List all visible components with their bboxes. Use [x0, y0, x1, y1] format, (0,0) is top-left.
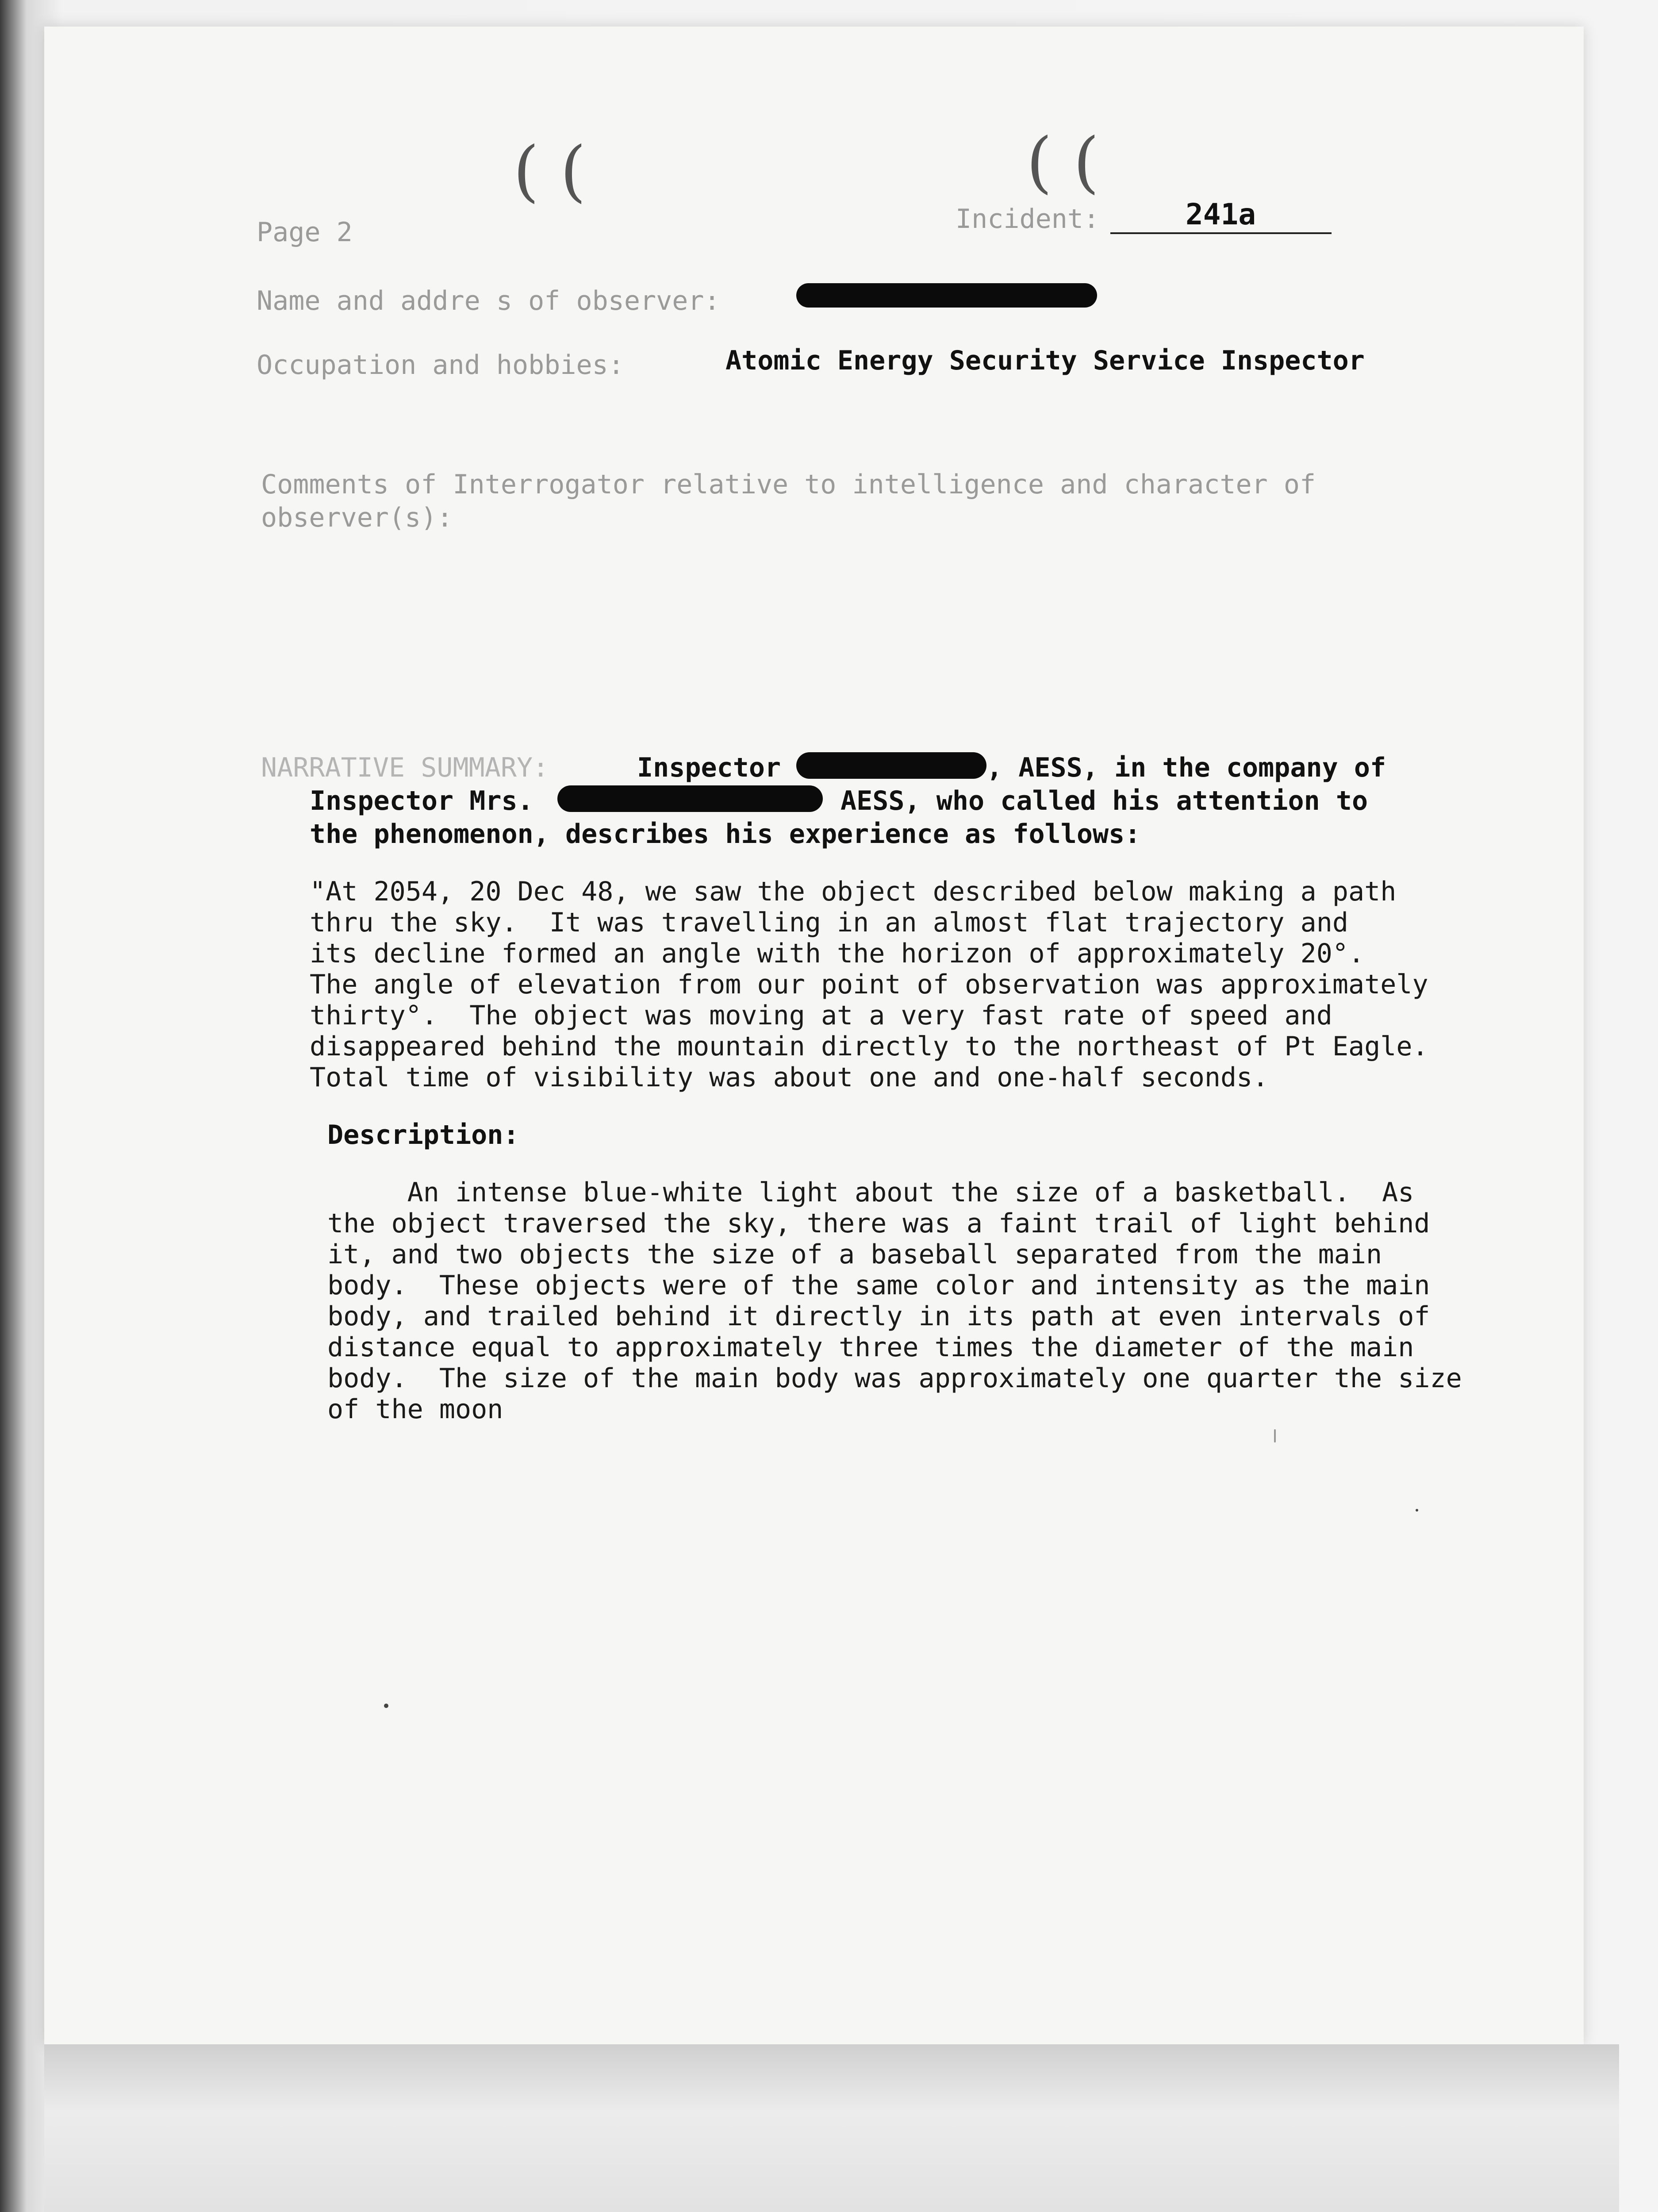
description-body: [327, 1177, 1462, 1425]
statement-line: thirty°. The object was moving at a very fast rate of speed and: [310, 1000, 1332, 1031]
statement-line: Total time of visibility was about one and one-half seconds.: [310, 1062, 1269, 1093]
scan-lower-margin: [44, 2044, 1619, 2212]
statement-line: "At 2054, 20 Dec 48, we saw the object described below making a path: [310, 876, 1397, 907]
comments-label-line1: Comments of Interrogator relative to intelligence and character of: [261, 469, 1316, 500]
description-heading: Description:: [327, 1119, 519, 1150]
description-line: it, and two objects the size of a baseball separated from the main: [327, 1239, 1382, 1270]
narrative-line1-start: Inspector: [637, 752, 781, 783]
observer-statement: [310, 876, 1428, 1093]
description-line: of the moon: [327, 1394, 503, 1425]
scan-speck: [384, 1704, 388, 1708]
narrative-label: NARRATIVE SUMMARY:: [261, 752, 549, 783]
redaction-second-inspector: [557, 785, 823, 812]
statement-line: The angle of elevation from our point of observation was approximately: [310, 969, 1428, 1000]
redaction-inspector-name: [796, 752, 986, 779]
narrative-line3: the phenomenon, describes his experience as follows:: [310, 819, 1141, 850]
comments-label-line2: observer(s):: [261, 502, 453, 533]
incident-number: 241a: [1186, 197, 1256, 231]
name-address-label: Name and addre s of observer:: [257, 285, 720, 316]
description-line: distance equal to approximately three times the diameter of the main: [327, 1332, 1414, 1363]
statement-line: its decline formed an angle with the horizon of approximately 20°.: [310, 938, 1365, 969]
narrative-line2-end: AESS, who called his attention to: [841, 785, 1368, 816]
statement-line: disappeared behind the mountain directly to the northeast of Pt Eagle.: [310, 1031, 1428, 1062]
incident-underline: [1110, 232, 1332, 234]
binder-mark-right: ( (: [1026, 124, 1099, 201]
page-label: Page 2: [257, 217, 353, 248]
narrative-line2-start: Inspector Mrs.: [310, 785, 533, 816]
binder-mark-left: ( (: [513, 133, 586, 210]
narrative-line1-end: , AESS, in the company of: [986, 752, 1386, 783]
redaction-observer-name: [796, 283, 1097, 308]
scan-speck: [1274, 1429, 1276, 1443]
description-line: body, and trailed behind it directly in its path at even intervals of: [327, 1301, 1430, 1332]
statement-line: thru the sky. It was travelling in an almost flat trajectory and: [310, 907, 1348, 938]
description-line: An intense blue-white light about the size of a basketball. As: [327, 1177, 1414, 1208]
description-line: the object traversed the sky, there was a faint trail of light behind: [327, 1208, 1430, 1239]
occupation-label: Occupation and hobbies:: [257, 350, 624, 381]
incident-label: Incident:: [956, 204, 1100, 235]
description-line: body. The size of the main body was approximately one quarter the size: [327, 1363, 1462, 1394]
occupation-value: Atomic Energy Security Service Inspector: [725, 345, 1365, 376]
scan-speck: [1416, 1509, 1418, 1512]
description-line: body. These objects were of the same color and intensity as the main: [327, 1270, 1430, 1301]
